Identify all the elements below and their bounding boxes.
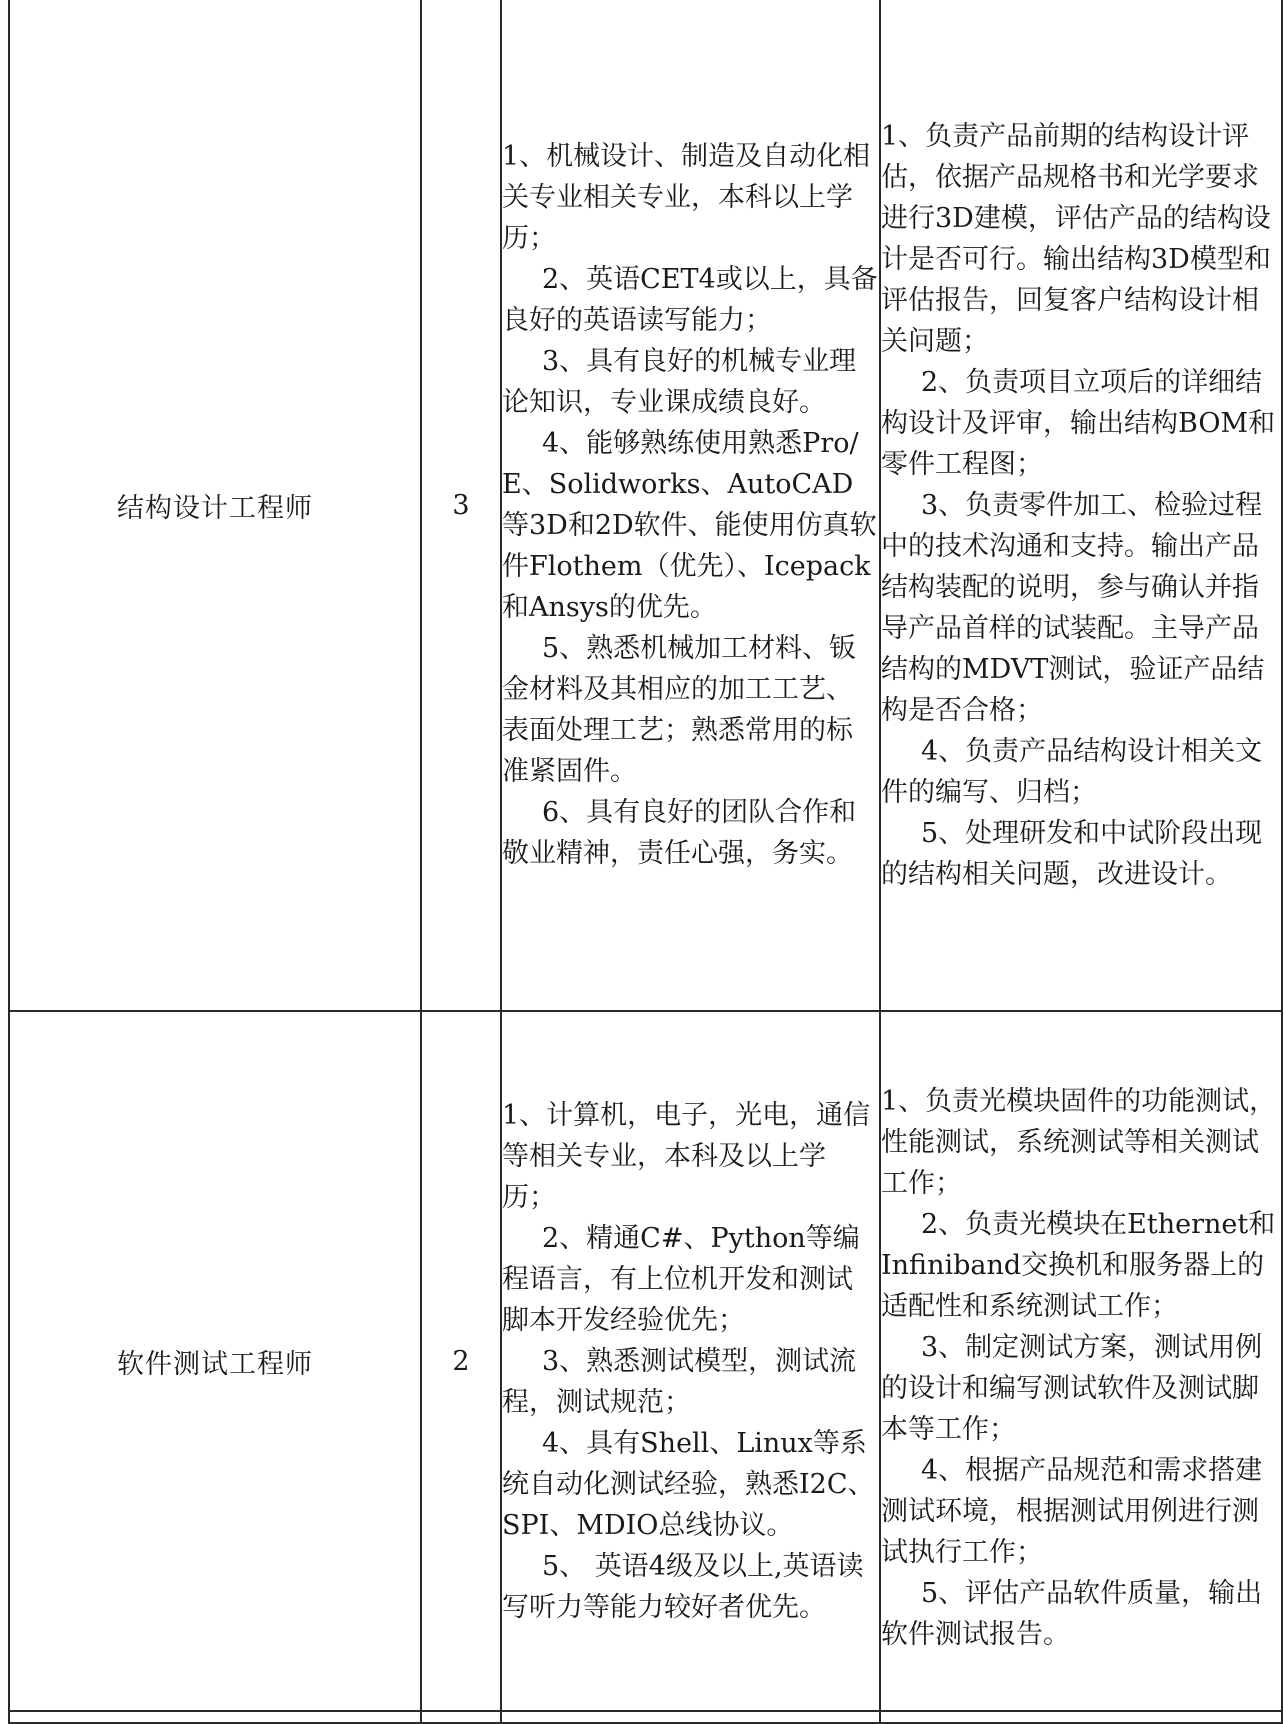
requirement-item: 4、具有Shell、Linux等系统自动化测试经验，熟悉I2C、SPI、MDIO总线协议。 xyxy=(502,1427,875,1541)
duties-cell xyxy=(880,0,1282,1011)
job-title-cell xyxy=(9,0,421,1011)
table-row xyxy=(9,0,1282,1011)
headcount-cell xyxy=(421,0,501,1011)
job-title: 结构设计工程师 xyxy=(117,492,313,524)
requirement-item: 1、计算机，电子，光电，通信等相关专业，本科及以上学历； xyxy=(502,1099,871,1213)
requirement-item: 3、熟悉测试模型，测试流程，测试规范； xyxy=(502,1345,857,1418)
requirement-item: 4、能够熟练使用熟悉Pro/E、Solidworks、AutoCAD等3D和2D软件、能使用仿真软件Flothem（优先）、Icepack和Ansys的优先。 xyxy=(502,428,877,623)
table-cell xyxy=(501,1711,880,1723)
duty-item: 5、处理研发和中试阶段出现的结构相关问题，改进设计。 xyxy=(881,817,1263,890)
duty-item: 1、负责光模块固件的功能测试，性能测试，系统测试等相关测试工作； xyxy=(881,1086,1277,1199)
headcount-cell xyxy=(421,1011,501,1711)
duty-item: 3、负责零件加工、检验过程中的技术沟通和支持。输出产品结构装配的说明，参与确认并指导产品首样的试装配。主导产品结构的MDVT测试，验证产品结构是否合格； xyxy=(881,489,1265,726)
job-table xyxy=(8,0,1283,1724)
job-title: 软件测试工程师 xyxy=(117,1348,313,1380)
table-row xyxy=(9,1711,1282,1723)
requirements-cell xyxy=(501,1011,880,1711)
requirement-item: 2、精通C#、Python等编程语言，有上位机开发和测试脚本开发经验优先； xyxy=(502,1222,860,1336)
duty-item: 5、评估产品软件质量，输出软件测试报告。 xyxy=(881,1578,1263,1650)
table-row xyxy=(9,1011,1282,1711)
duty-item: 2、负责光模块在Ethernet和Infiniband交换机和服务器上的适配性和系统测试工作； xyxy=(881,1209,1276,1322)
requirement-item: 5、熟悉机械加工材料、钣金材料及其相应的加工工艺、表面处理工艺；熟悉常用的标准紧固件。 xyxy=(502,633,857,787)
headcount: 3 xyxy=(452,489,470,521)
duty-item: 4、负责产品结构设计相关文件的编写、归档； xyxy=(881,735,1263,808)
requirement-item: 6、具有良好的团队合作和敬业精神，责任心强，务实。 xyxy=(502,797,857,869)
duty-item: 3、制定测试方案，测试用例的设计和编写测试软件及测试脚本等工作； xyxy=(881,1332,1263,1445)
requirement-item: 5、 英语4级及以上,英语读写听力等能力较好者优先。 xyxy=(502,1550,864,1623)
table-cell xyxy=(880,1711,1282,1723)
table-cell xyxy=(421,1711,501,1723)
requirement-item: 3、具有良好的机械专业理论知识，专业课成绩良好。 xyxy=(502,346,857,418)
duty-item: 2、负责项目立项后的详细结构设计及评审，输出结构BOM和零件工程图； xyxy=(881,366,1276,480)
requirement-item: 2、英语CET4或以上，具备良好的英语读写能力； xyxy=(502,264,878,336)
job-title-cell xyxy=(9,1011,421,1711)
headcount: 2 xyxy=(452,1345,470,1377)
duty-item: 1、负责产品前期的结构设计评估，依据产品规格书和光学要求进行3D建模，评估产品的结构设计是否可行。输出结构3D模型和评估报告，回复客户结构设计相关问题； xyxy=(881,120,1271,357)
duty-item: 4、根据产品规范和需求搭建测试环境，根据测试用例进行测试执行工作； xyxy=(881,1455,1263,1568)
requirement-item: 1、机械设计、制造及自动化相关专业相关专业，本科以上学历； xyxy=(502,141,871,254)
table-cell xyxy=(9,1711,421,1723)
duties-cell xyxy=(880,1011,1282,1711)
requirements-cell xyxy=(501,0,880,1011)
